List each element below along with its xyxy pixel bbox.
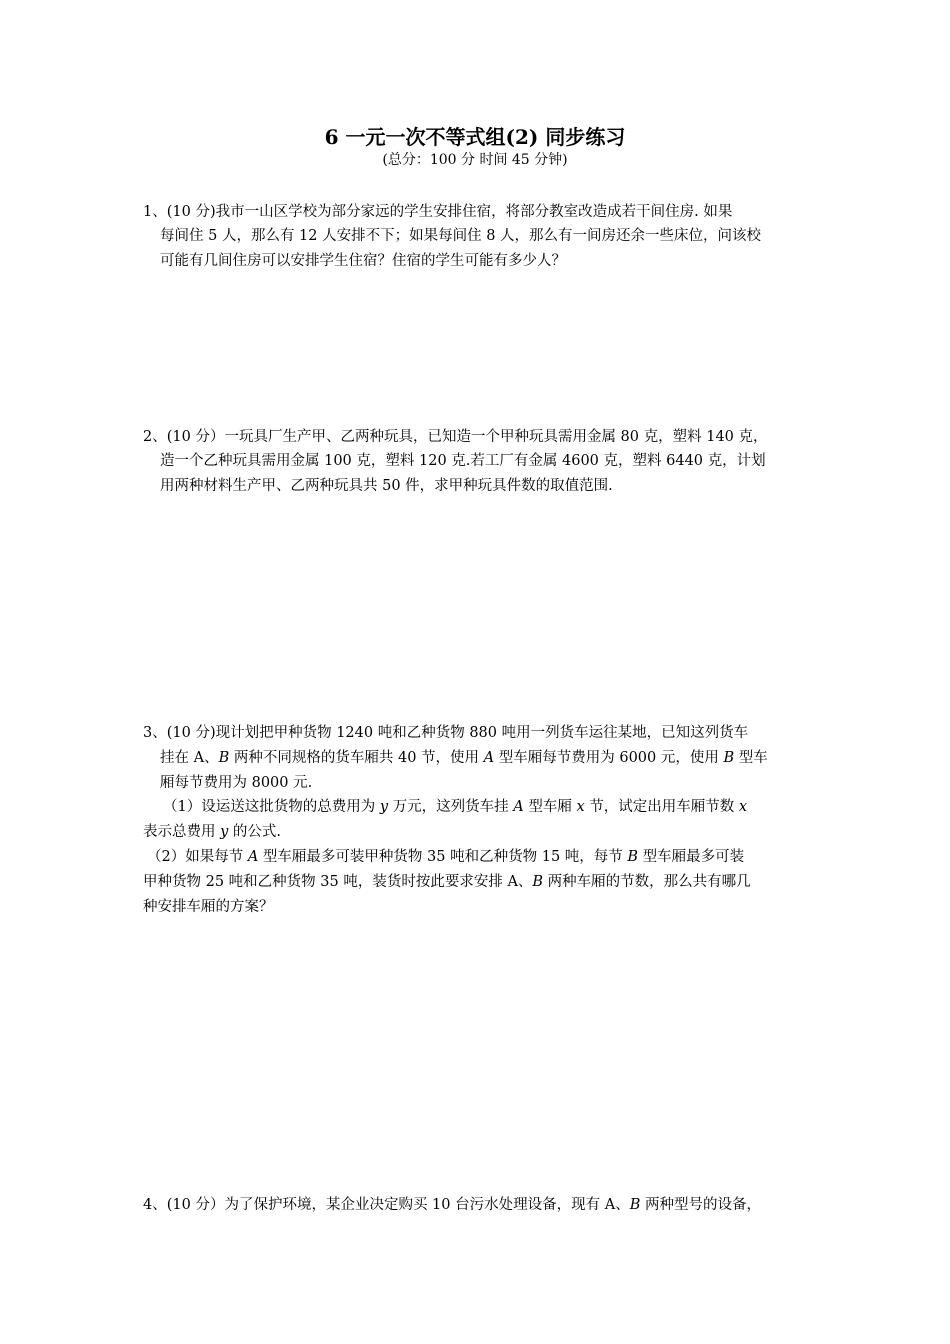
question-3-part-2-line-2	[143, 872, 751, 892]
page-subtitle: (总分：100 分 时间 45 分钟)	[382, 152, 568, 168]
question-3-part-1-line-1	[163, 797, 747, 817]
question-2-line-2: 造一个乙种玩具需用金属 100 克，塑料 120 克.若工厂有金属 4600 克，塑料 6440 克，计划	[160, 453, 766, 469]
question-3-part-2-line-1	[147, 847, 744, 867]
text-segment: 挂在 A、	[160, 750, 219, 766]
page-title: 6 一元一次不等式组(2) 同步练习	[324, 125, 626, 149]
variable-a: A	[247, 849, 259, 865]
text-segment: （2）如果每节	[147, 849, 248, 865]
text-segment: 型车厢	[523, 799, 577, 815]
question-3-line-2	[160, 748, 768, 768]
variable-a: A	[483, 750, 495, 766]
text-segment: 型车厢最多可装	[638, 849, 745, 865]
question-3-line-3: 厢每节费用为 8000 元.	[160, 775, 313, 791]
variable-b: B	[627, 849, 639, 865]
question-2-line-1: 2、(10 分）一玩具厂生产甲、乙两种玩具，已知造一个甲种玩具需用金属 80 克，塑料 140 克，	[143, 429, 768, 445]
text-segment: 的公式.	[228, 824, 282, 840]
text-segment: （1）设运送这批货物的总费用为	[163, 799, 380, 815]
text-segment: 型车厢最多可装甲种货物 35 吨和乙种货物 15 吨，每节	[258, 849, 628, 865]
question-1-line-3: 可能有几间住房可以安排学生住宿？住宿的学生可能有多少人？	[160, 253, 566, 269]
variable-a: A	[513, 799, 524, 815]
question-4-line-1	[143, 1195, 761, 1215]
text-segment: 型车厢每节费用为 6000 元，使用	[494, 750, 724, 766]
variable-b: B	[532, 874, 544, 890]
text-segment: 型车	[734, 750, 768, 766]
variable-y: y	[220, 824, 229, 840]
text-segment: 表示总费用	[143, 824, 221, 840]
variable-b: B	[218, 750, 230, 766]
question-3-line-1: 3、(10 分)现计划把甲种货物 1240 吨和乙种货物 880 吨用一列货车运往某地，已知这列货车	[143, 725, 749, 741]
variable-y: y	[379, 799, 389, 815]
text-segment: 两种不同规格的货车厢共 40 节，使用	[229, 750, 484, 766]
question-2-line-3: 用两种材料生产甲、乙两种玩具共 50 件，求甲种玩具件数的取值范围.	[160, 478, 613, 494]
text-segment: 节，试定出用车厢节数	[584, 799, 739, 815]
text-segment: 两种车厢的节数，那么共有哪几	[543, 874, 751, 890]
text-segment: 甲种货物 25 吨和乙种货物 35 吨，装货时按此要求安排 A、	[143, 874, 533, 890]
variable-x: x	[576, 799, 585, 815]
variable-b: B	[629, 1197, 641, 1213]
question-3-part-1-line-2	[143, 822, 281, 842]
question-1-line-1: 1、(10 分)我市一山区学校为部分家远的学生安排住宿，将部分教室改造成若干间住房. 如果	[143, 204, 733, 220]
question-3-part-2-line-3: 种安排车厢的方案？	[143, 899, 274, 915]
text-segment: 万元，这列货车挂	[388, 799, 514, 815]
variable-x: x	[738, 799, 748, 815]
question-1-line-2: 每间住 5 人，那么有 12 人安排不下；如果每间住 8 人，那么有一间房还余一些床位，问该校	[160, 228, 762, 244]
text-segment: 4、(10 分）为了保护环境，某企业决定购买 10 台污水处理设备，现有 A、	[143, 1197, 630, 1213]
variable-b: B	[723, 750, 735, 766]
text-segment: 两种型号的设备，	[640, 1197, 761, 1213]
